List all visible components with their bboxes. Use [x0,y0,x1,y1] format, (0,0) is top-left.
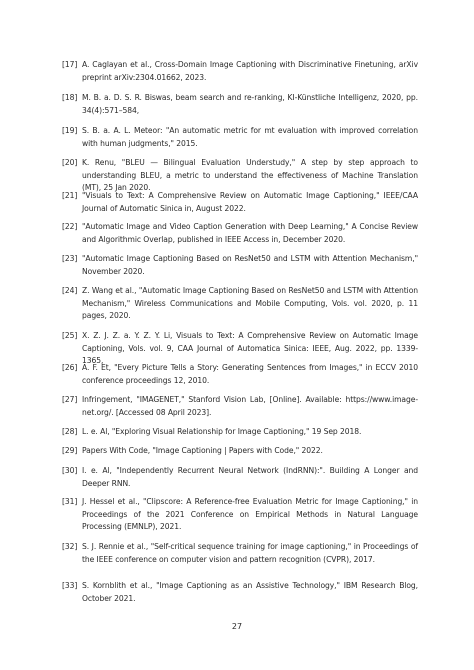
reference-entry [62,221,418,246]
reference-text: S. Kornblith et al., "Image Captioning as an Assistive Technology," IBM Research Blog, October 2021. [82,581,418,603]
reference-number: [33] [62,581,78,590]
reference-number: [32] [62,542,78,551]
reference-text: M. B. a. D. S. R. Biswas, beam search and re-ranking, KI-Künstliche Intelligenz, 2020, pp. 34(4):571–584, [82,93,418,115]
reference-text: Infringement, "IMAGENET," Stanford Vision Lab, [Online]. Available: https://www.image-net.org/. [Accessed 08 April 2023]. [82,395,418,417]
reference-entry [62,445,418,458]
reference-number: [18] [62,93,78,102]
reference-text: "Automatic Image and Video Caption Generation with Deep Learning," A Concise Review and Algorithmic Overlap, published in IEEE Access in, December 2020. [82,222,418,244]
reference-number: [23] [62,254,78,263]
reference-entry [62,465,418,490]
reference-number: [31] [62,497,78,506]
reference-text: Z. Wang et al., "Automatic Image Captioning Based on ResNet50 and LSTM with Attention Mechanism," Wireless Communications and Mobile Computing, Vols. vol. 2020, p. 11 pages, 2020. [82,286,418,321]
reference-text: "Automatic Image Captioning Based on ResNet50 and LSTM with Attention Mechanism," November 2020. [82,254,418,276]
reference-text: L. e. Al, "Exploring Visual Relationship for Image Captioning," 19 Sep 2018. [82,427,362,436]
reference-text: S. B. a. A. L. Meteor: "An automatic metric for mt evaluation with improved correlation with human judgments," 2015. [82,126,418,148]
reference-entry [62,541,418,566]
reference-entry [62,496,418,534]
reference-entry [62,394,418,419]
reference-number: [21] [62,191,78,200]
reference-entry [62,285,418,323]
reference-number: [27] [62,395,78,404]
reference-entry [62,253,418,278]
reference-text: "Visuals to Text: A Comprehensive Review on Automatic Image Captioning," IEEE/CAA Journal of Automatic Sinica in, August 2022. [82,191,418,213]
reference-number: [29] [62,446,78,455]
reference-entry [62,362,418,387]
reference-number: [17] [62,60,78,69]
reference-number: [25] [62,331,78,340]
reference-text: J. Hessel et al., "Clipscore: A Reference-free Evaluation Metric for Image Captioning," in Proceedings of the 2021 Conference on Empirical Methods in Natural Language Processing (EMNLP), 2021. [82,497,418,532]
reference-entry [62,59,418,84]
reference-text: A. Caglayan et al., Cross-Domain Image Captioning with Discriminative Finetuning, arXiv preprint arXiv:2304.01662, 2023. [82,60,418,82]
reference-number: [24] [62,286,78,295]
reference-number: [26] [62,363,78,372]
page-number: 27 [231,622,243,631]
reference-number: [22] [62,222,78,231]
reference-text: S. J. Rennie et al., "Self-critical sequence training for image captioning," in Proceedings of the IEEE conference on computer vision and pattern recognition (CVPR), 2017. [82,542,418,564]
reference-entry [62,190,418,215]
reference-entry [62,426,418,439]
reference-entry [62,92,418,117]
reference-entry [62,580,418,605]
reference-number: [28] [62,427,78,436]
reference-number: [20] [62,158,78,167]
reference-number: [19] [62,126,78,135]
reference-number: [30] [62,466,78,475]
reference-text: I. e. Al, "Independently Recurrent Neural Network (IndRNN):". Building A Longer and Deeper RNN. [82,466,418,488]
reference-entry [62,125,418,150]
reference-text: X. Z. J. Z. a. Y. Z. Y. Li, Visuals to Text: A Comprehensive Review on Automatic Image Captioning, Vols. vol. 9, CAA Journal of Automatica Sinica: IEEE, Aug. 2022, pp. 1339-1365, [82,331,418,366]
reference-text: A. F. Et, "Every Picture Tells a Story: Generating Sentences from Images," in ECCV 2010 conference proceedings 12, 2010. [82,363,418,385]
reference-text: K. Renu, "BLEU — Bilingual Evaluation Understudy," A step by step approach to understanding BLEU, a metric to understand the effectiveness of Machine Translation (MT), 25 Jan 2020. [82,158,418,193]
reference-text: Papers With Code, "Image Captioning | Papers with Code," 2022. [82,446,323,455]
